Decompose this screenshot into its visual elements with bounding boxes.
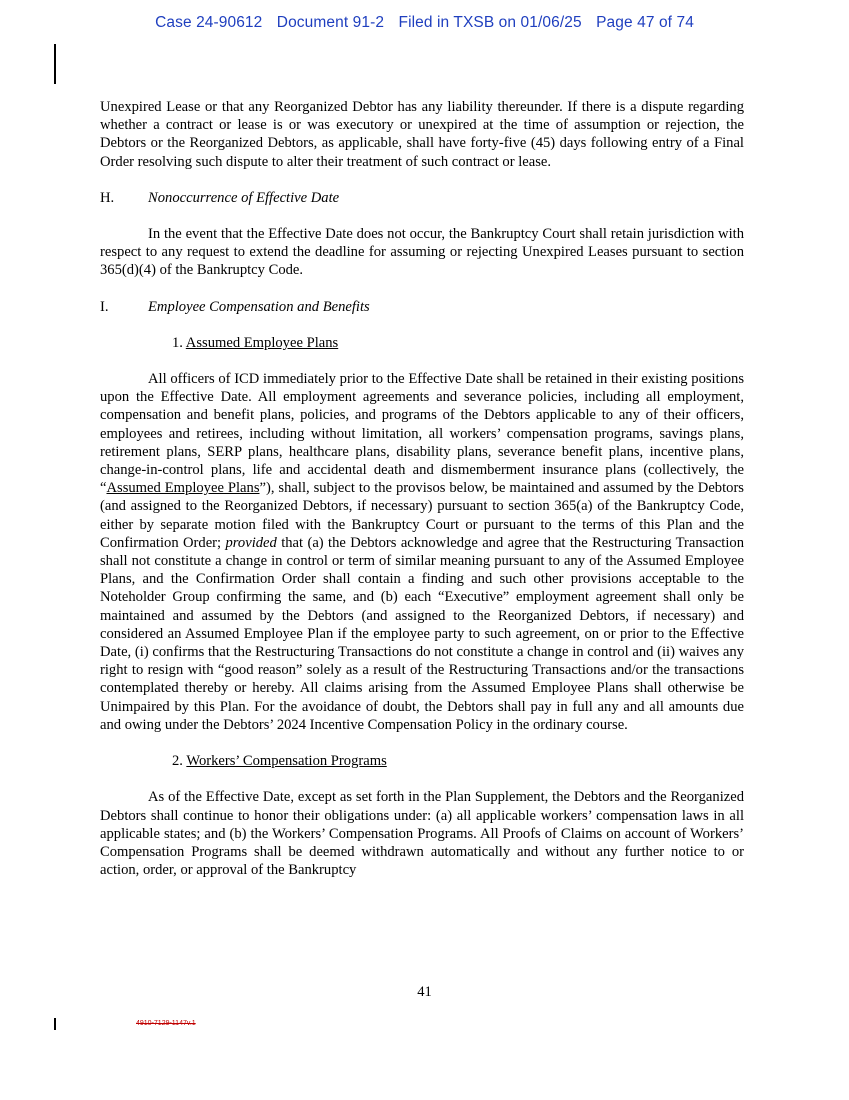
change-bar-bottom [54,1018,56,1030]
page-number: 41 [417,984,432,1000]
section-number: H. [100,189,115,206]
paragraph-assumed-employee-plans [100,370,744,734]
section-number: I. [100,298,109,315]
text-run: All officers of ICD immediately prior to the Effective Date shall be retained in their existing positions upon the Effective Date. All employment agreements and severance policies, including all employment, compensation and benefit plans, policies, and programs of the Debtors applicable to any of their officers, employees and retirees, including without limitation, all workers’ compensation programs, savings plans, retirement plans, SERP plans, healthcare plans, disability plans, severance benefit plans, incentive plans, change-in-control plans, life and accidental death and dismemberment insurance plans (collectively, the “ [100,371,744,497]
paragraph-workers-compensation: As of the Effective Date, except as set forth in the Plan Supplement, the Debtors and the Reorganized Debtors shall continue to honor their obligations under: (a) all applicable workers’ compensation laws in all applicable states; and (b) the Workers’ Compensation Programs. All Proofs of Claims on account of Workers’ Compensation Programs shall be deemed withdrawn automatically and without any further notice to or action, order, or approval of the Bankruptcy [100,789,744,879]
subsection-title: Assumed Employee Plans [185,334,339,351]
stamp-case-number: Case 24-90612 [155,14,263,31]
section-heading-i [100,298,744,316]
proviso-term: provided [225,534,277,551]
subsection-heading-2 [100,752,744,770]
document-id: 4910-7129-1147v.1 [136,1020,196,1027]
subsection-number: 2. [172,753,183,770]
section-title: Employee Compensation and Benefits [148,298,370,315]
section-title: Nonoccurrence of Effective Date [148,189,340,206]
subsection-heading-1 [100,334,744,352]
text-run: ”), shall, subject to the provisos below, be maintained and assumed by the Debtors (and assigned to the Reorganized Debtors, if necessary) pursuant to section 365(a) of the Bankruptcy Code, either by separate motion filed with the Bankruptcy Court or pursuant to the terms of this Plan and the Confirmation Order; [100,480,744,551]
text-run: that (a) the Debtors acknowledge and agree that the Restructuring Transaction shall not constitute a change in control or term of similar meaning pursuant to any of the Assumed Employee Plans, and the Confirmation Order shall contain a finding and such other provisions acceptable to the Noteholder Group confirming the same, and (b) each “Executive” employment agreement shall only be maintained and assumed by the Debtors (and assigned to the Reorganized Debtors, if necessary) and considered an Assumed Employee Plan if the employee party to such agreement, on or prior to the Effective Date, (i) confirms that the Restructuring Transactions do not constitute a change in control and (ii) waives any right to resign with “good reason” solely as a result of the Restructuring Transactions and/or the transactions contemplated thereby or hereby. All claims arising from the Assumed Employee Plans shall otherwise be Unimpaired by this Plan. For the avoidance of doubt, the Debtors shall pay in full any and all amounts due and owing under the Debtors’ 2024 Incentive Compensation Policy in the ordinary course. [100,534,744,733]
paragraph-continuation: Unexpired Lease or that any Reorganized Debtor has any liability thereunder. If there is a dispute regarding whether a contract or lease is or was executory or unexpired at the time of assumption or rejection, the Debtors or the Reorganized Debtors, as applicable, shall have forty-five (45) days following entry of a Final Order resolving such dispute to alter their treatment of such contract or lease. [100,99,744,170]
subsection-title: Workers’ Compensation Programs [186,753,387,770]
court-filing-stamp [0,14,849,32]
stamp-document-number: Document 91-2 [276,14,385,31]
document-body [100,98,744,897]
stamp-page-count: Page 47 of 74 [596,14,694,31]
subsection-number: 1. [172,334,183,351]
defined-term: Assumed Employee Plans [106,480,260,497]
stamp-filed-date: Filed in TXSB on 01/06/25 [398,14,582,31]
paragraph-nonoccurrence: In the event that the Effective Date does not occur, the Bankruptcy Court shall retain jurisdiction with respect to any request to extend the deadline for assuming or rejecting Unexpired Leases pursuant to section 365(d)(4) of the Bankruptcy Code. [100,226,744,279]
section-heading-h [100,189,744,207]
change-bar-top [54,44,56,84]
